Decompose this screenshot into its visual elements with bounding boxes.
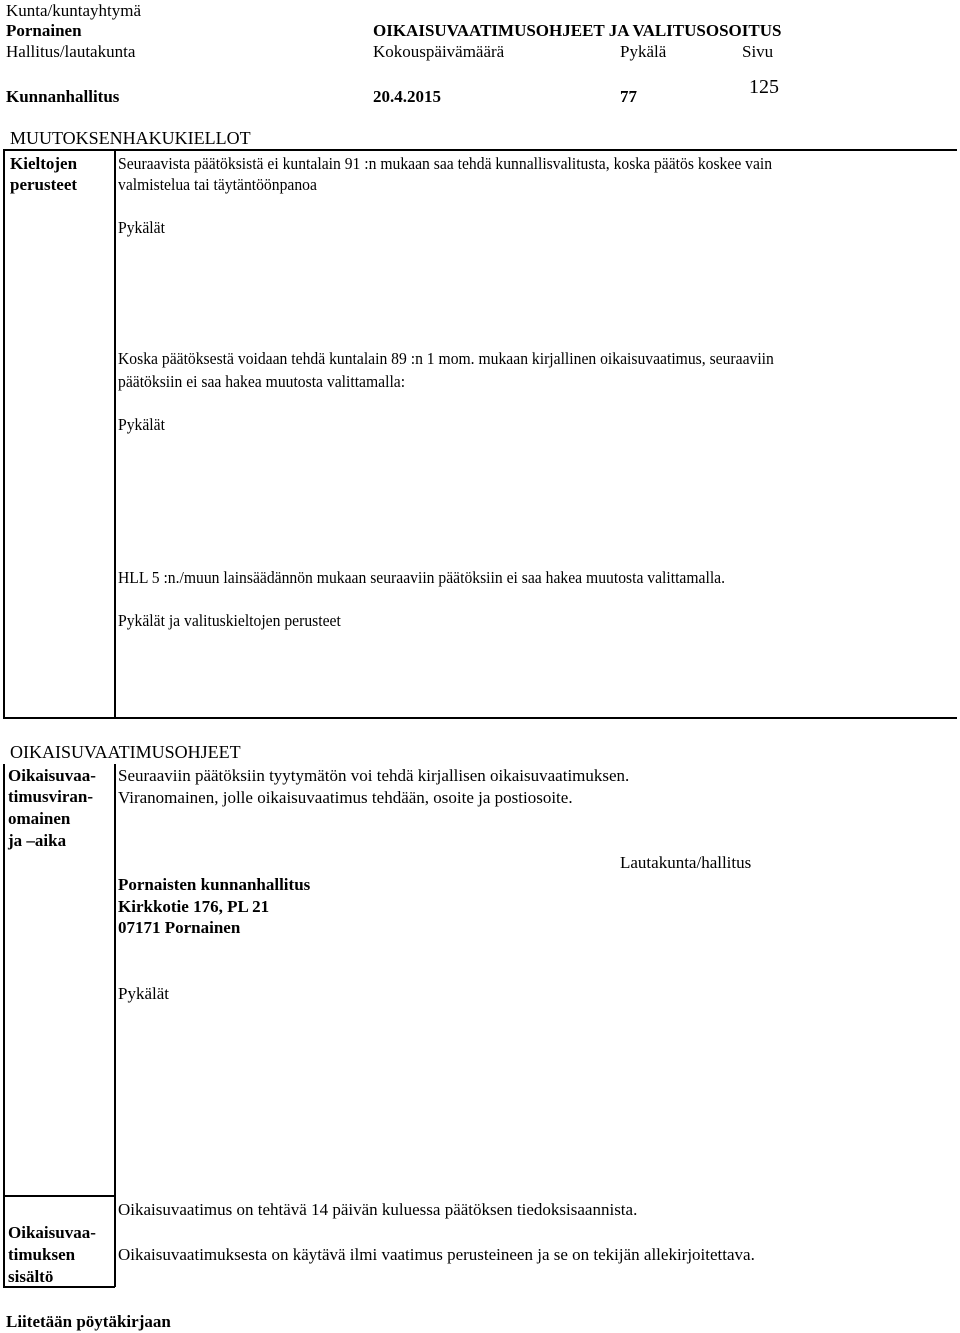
org-label: Kunta/kuntayhtymä <box>6 1 142 20</box>
section-number: 77 <box>620 87 637 106</box>
date-label: Kokouspäivämäärä <box>373 42 505 61</box>
meeting-date: 20.4.2015 <box>373 87 441 106</box>
box-top-border <box>3 149 957 151</box>
box-left-border <box>3 149 5 719</box>
rect-pykalat: Pykälät <box>118 984 169 1003</box>
attachment-note: Liitetään pöytäkirjaan <box>6 1312 171 1331</box>
box-bottom-border <box>3 717 957 719</box>
rect-box-column-divider <box>114 764 116 1287</box>
bans-para2-line1: Koska päätöksestä voidaan tehdä kuntalain 89 :n 1 mom. mukaan kirjallinen oikaisuvaatimus, seuraaviin <box>118 349 774 368</box>
page-label: Sivu <box>742 42 774 61</box>
content-text: Oikaisuvaatimuksesta on käytävä ilmi vaatimus perusteineen ja se on tekijän allekirjoitettava. <box>118 1245 755 1264</box>
page-number: 125 <box>749 76 779 98</box>
bans-pykalat-1: Pykälät <box>118 218 165 237</box>
address-line-2: Kirkkotie 176, PL 21 <box>118 897 270 916</box>
bans-side-label-2: perusteet <box>10 175 78 194</box>
bans-para1-line1: Seuraavista päätöksistä ei kuntalain 91 :n mukaan saa tehdä kunnallisvalitusta, koska päätös koskee vain <box>118 154 773 173</box>
rect-side-label-4: ja –aika <box>8 831 67 850</box>
rectification-title: OIKAISUVAATIMUSOHJEET <box>10 742 241 762</box>
bans-pykalat-3: Pykälät ja valituskieltojen perusteet <box>118 611 341 630</box>
address-line-3: 07171 Pornainen <box>118 918 241 937</box>
content-label-3: sisältö <box>8 1267 54 1286</box>
rect-side-label-3: omainen <box>8 809 71 828</box>
deadline-text: Oikaisuvaatimus on tehtävä 14 päivän kuluessa päätöksen tiedoksisaannista. <box>118 1200 638 1219</box>
authority-label: Lautakunta/hallitus <box>620 853 752 872</box>
section-label: Pykälä <box>620 42 667 61</box>
bans-side-label-1: Kieltojen <box>10 154 78 173</box>
rect-side-label-2: timusviran- <box>8 787 93 806</box>
rect-box-separator <box>3 1195 115 1197</box>
content-label-1: Oikaisuvaa- <box>8 1223 96 1242</box>
bans-para1-line2: valmistelua tai täytäntöönpanoa <box>118 175 317 194</box>
org-name: Pornainen <box>6 21 82 40</box>
bans-pykalat-2: Pykälät <box>118 415 165 434</box>
document-title: OIKAISUVAATIMUSOHJEET JA VALITUSOSOITUS <box>373 21 782 40</box>
rect-box-left-border <box>3 764 5 1287</box>
body-label: Hallitus/lautakunta <box>6 42 136 61</box>
rect-line-1: Seuraaviin päätöksiin tyytymätön voi tehdä kirjallisen oikaisuvaatimuksen. <box>118 766 630 785</box>
content-label-2: timuksen <box>8 1245 76 1264</box>
box-column-divider <box>114 149 116 719</box>
appeal-bans-title: MUUTOKSENHAKUKIELLOT <box>10 128 251 148</box>
bans-para3: HLL 5 :n./muun lainsäädännön mukaan seuraaviin päätöksiin ei saa hakea muutosta valittamalla. <box>118 568 726 587</box>
address-line-1: Pornaisten kunnanhallitus <box>118 875 311 894</box>
rect-side-label-1: Oikaisuvaa- <box>8 766 96 785</box>
bans-para2-line2: päätöksiin ei saa hakea muutosta valittamalla: <box>118 372 406 391</box>
rect-line-2: Viranomainen, jolle oikaisuvaatimus tehdään, osoite ja postiosoite. <box>118 788 573 807</box>
body-name: Kunnanhallitus <box>6 87 120 106</box>
